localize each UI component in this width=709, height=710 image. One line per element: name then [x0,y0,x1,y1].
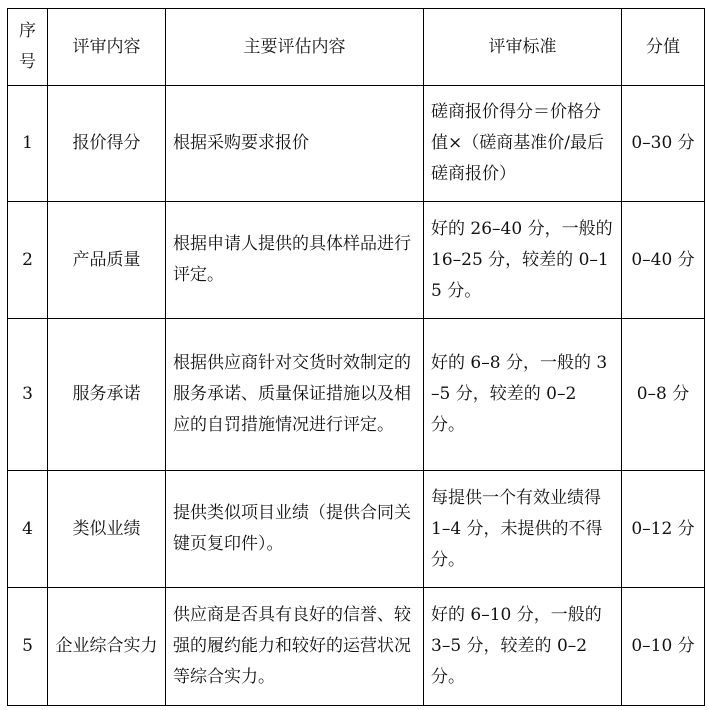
row-score: 0–40 分 [622,202,705,319]
row-content: 根据采购要求报价 [166,86,424,202]
row-item: 报价得分 [48,86,166,202]
row-standard: 每提供一个有效业绩得 1–4 分，未提供的不得分。 [424,471,622,588]
row-score: 0–10 分 [622,588,705,706]
row-seq: 4 [8,471,48,588]
row-standard: 磋商报价得分＝价格分值×（磋商基准价/最后磋商报价） [424,86,622,202]
row-seq: 1 [8,86,48,202]
row-content: 提供类似项目业绩（提供合同关键页复印件）。 [166,471,424,588]
header-score: 分值 [622,9,705,86]
row-content: 根据供应商针对交货时效制定的服务承诺、质量保证措施以及相应的自罚措施情况进行评定。 [166,319,424,471]
row-item: 类似业绩 [48,471,166,588]
row-seq: 2 [8,202,48,319]
table-row [8,471,705,588]
table-row [8,202,705,319]
row-item: 企业综合实力 [48,588,166,706]
table-row [8,319,705,471]
table-row [8,86,705,202]
row-seq: 3 [8,319,48,471]
evaluation-table [7,8,705,706]
row-score: 0–8 分 [622,319,705,471]
row-standard: 好的 6–8 分，一般的 3–5 分，较差的 0–2 分。 [424,319,622,471]
row-score: 0–30 分 [622,86,705,202]
table-header-row [8,9,705,86]
table-row [8,588,705,706]
row-seq: 5 [8,588,48,706]
row-score: 0–12 分 [622,471,705,588]
header-content: 主要评估内容 [166,9,424,86]
header-standard: 评审标准 [424,9,622,86]
row-item: 服务承诺 [48,319,166,471]
header-item: 评审内容 [48,9,166,86]
row-content: 供应商是否具有良好的信誉、较强的履约能力和较好的运营状况等综合实力。 [166,588,424,706]
row-item: 产品质量 [48,202,166,319]
header-seq: 序号 [8,9,48,86]
row-standard: 好的 26–40 分，一般的 16–25 分，较差的 0–15 分。 [424,202,622,319]
row-content: 根据申请人提供的具体样品进行评定。 [166,202,424,319]
row-standard: 好的 6–10 分，一般的 3–5 分，较差的 0–2 分。 [424,588,622,706]
